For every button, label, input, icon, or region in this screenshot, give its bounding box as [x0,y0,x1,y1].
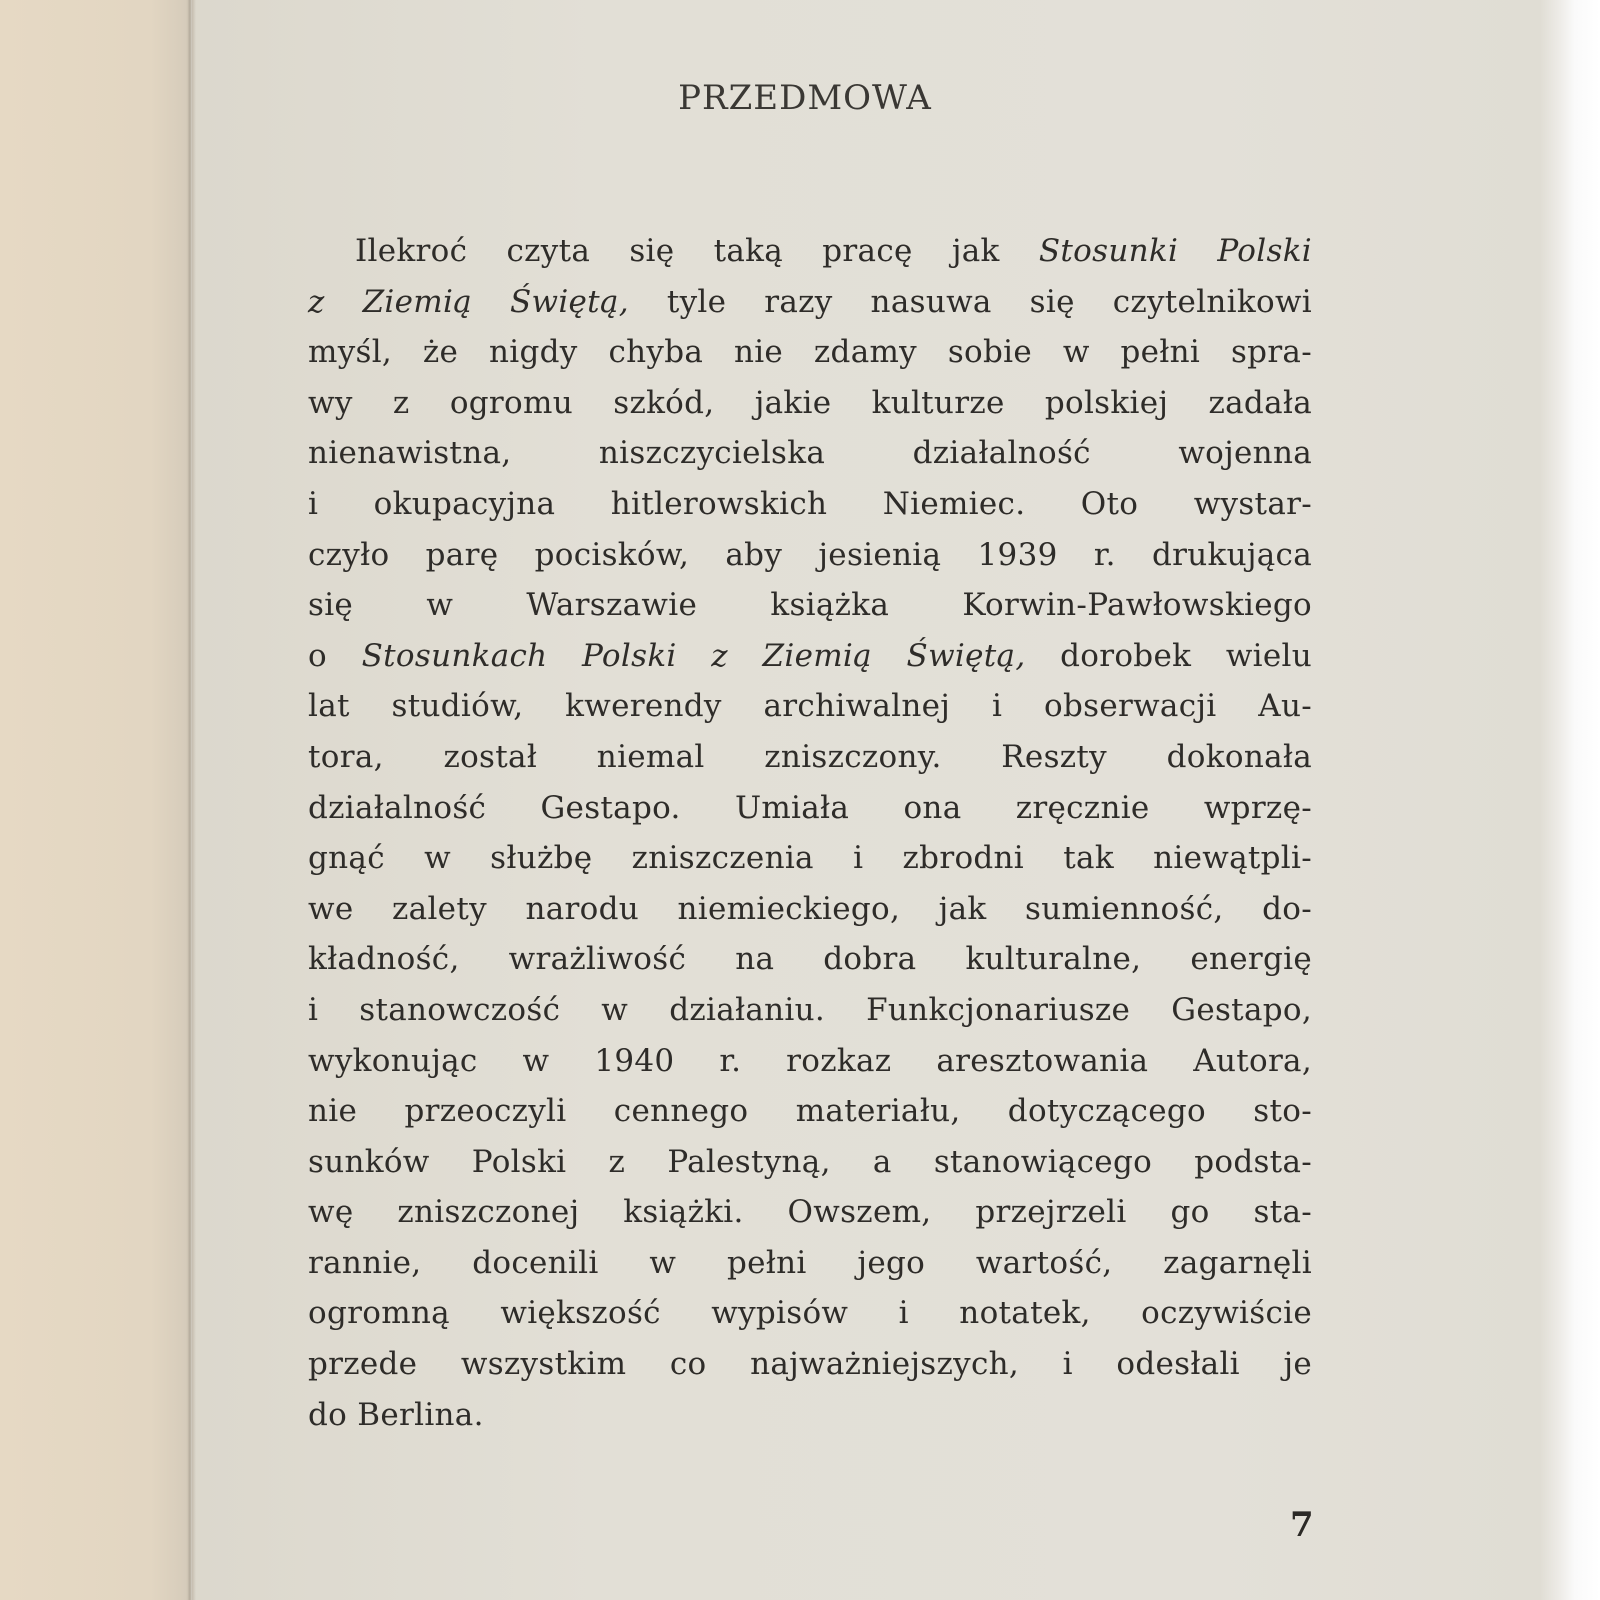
text-line [308,631,1312,682]
page-title: PRZEDMOWA [678,78,932,118]
text-segment: myśl, że nigdy chyba nie zdamy sobie w pełni spra- [308,334,1312,371]
text-line [308,1036,1312,1087]
text-line [308,1238,1312,1289]
text-segment: się w Warszawie książka Korwin-Pawłowskiego [308,587,1312,624]
left-page-edge [0,0,190,1600]
text-segment: nie przeoczyli cennego materiału, dotyczącego sto- [308,1093,1312,1130]
text-line [308,783,1312,834]
text-line [308,985,1312,1036]
text-line [308,226,1312,277]
italic-title-segment: Stosunki Polski [1038,233,1312,269]
text-segment: Ilekroć czyta się taką pracę jak [355,233,1039,269]
italic-title-segment: Stosunkach Polski z Ziemią Świętą, [361,637,1026,674]
text-segment: tora, został niemal zniszczony. Reszty dokonała [308,738,1312,775]
text-line [308,428,1312,479]
text-line [308,530,1312,581]
text-line [308,327,1312,378]
italic-title-segment: z Ziemią Świętą, [308,283,629,320]
text-segment: dorobek wielu [1025,637,1312,674]
text-line [308,884,1312,935]
text-segment: i okupacyjna hitlerowskich Niemiec. Oto wystar- [308,485,1312,522]
body-text [308,226,1312,1440]
text-segment: wy z ogromu szkód, jakie kulturze polskiej zadała [308,384,1312,421]
text-line [308,732,1312,783]
text-segment: przede wszystkim co najważniejszych, i odesłali je [308,1346,1312,1383]
text-line [308,833,1312,884]
text-segment: kładność, wrażliwość na dobra kulturalne, energię [308,941,1312,978]
text-segment: rannie, docenili w pełni jego wartość, zagarnęli [308,1244,1312,1281]
text-line [308,277,1312,328]
text-line [308,1288,1312,1339]
text-line [308,1187,1312,1238]
text-segment: do Berlina. [308,1396,484,1433]
book-gutter [188,0,192,1600]
page-number: 7 [1290,1505,1314,1545]
text-line [308,580,1312,631]
text-line [308,934,1312,985]
text-line [308,378,1312,429]
text-segment: o [308,637,362,674]
text-line [308,1137,1312,1188]
text-line [308,681,1312,732]
text-segment: sunków Polski z Palestyną, a stanowiącego podsta- [308,1143,1312,1180]
text-segment: nienawistna, niszczycielska działalność wojenna [308,435,1312,472]
text-segment: wę zniszczonej książki. Owszem, przejrzeli go sta- [308,1194,1312,1231]
text-line [308,1339,1312,1390]
text-segment: czyło parę pocisków, aby jesienią 1939 r. drukująca [308,536,1312,573]
text-segment: ogromną większość wypisów i notatek, oczywiście [308,1295,1312,1332]
text-segment: i stanowczość w działaniu. Funkcjonariusze Gestapo, [308,991,1312,1028]
text-line [308,1390,1312,1441]
text-segment: gnąć w służbę zniszczenia i zbrodni tak niewątpli- [308,840,1312,877]
text-segment: we zalety narodu niemieckiego, jak sumienność, do- [308,890,1312,927]
text-segment: działalność Gestapo. Umiała ona zręcznie wprzę- [308,789,1312,826]
text-segment: lat studiów, kwerendy archiwalnej i obserwacji Au- [308,688,1312,725]
text-line [308,1086,1312,1137]
text-segment: tyle razy nasuwa się czytelnikowi [628,283,1312,320]
text-line [308,479,1312,530]
text-segment: wykonując w 1940 r. rozkaz aresztowania Autora, [308,1042,1312,1079]
